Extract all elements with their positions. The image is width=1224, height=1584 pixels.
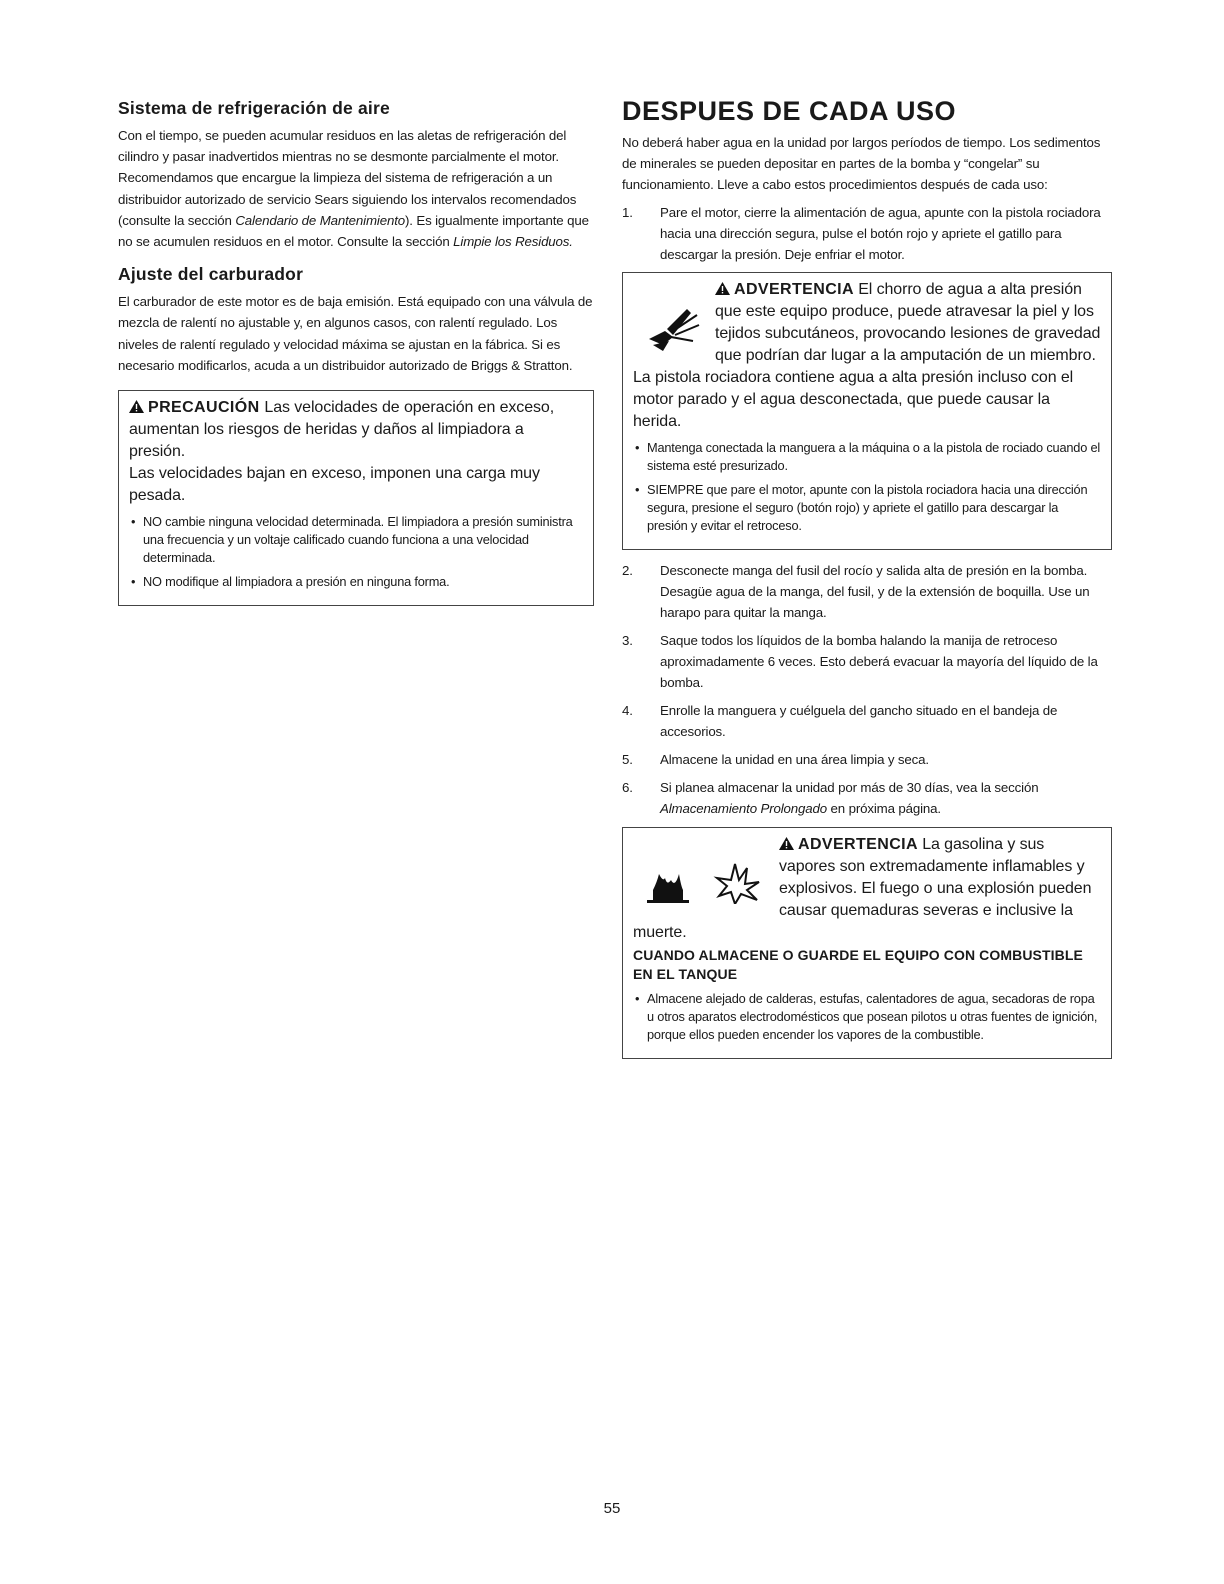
caution-signal: PRECAUCIÓN xyxy=(129,399,264,416)
caution-box xyxy=(118,390,594,606)
list-item: • NO cambie ninguna velocidad determinada. El limpiadora a presión suministra una frecuencia y un voltaje calificado cuando funciona a una velocidad determinada. xyxy=(129,513,583,567)
carburetor-heading: Ajuste del carburador xyxy=(118,264,304,285)
caution-bullets xyxy=(129,513,583,591)
warning-pressure-line2: La pistola rociadora contiene agua a alta presión incluso con el motor parado y el agua desconectada, que puede causar la herida. xyxy=(633,368,1074,430)
list-item: 1. Pare el motor, cierre la alimentación de agua, apunte con la pistola rociadora hacia una dirección segura, pulse el botón rojo y apriete el gatillo para descargar la presión. Deje enfriar el motor. xyxy=(622,204,1101,262)
intro-text: No deberá haber agua en la unidad por largos períodos de tiempo. Los sedimentos de minerales se pueden depositar en partes de la bomba y “congelar” su funcionamiento. Lleve a cabo estos procedimientos después de cada uso: xyxy=(622,135,1101,193)
list-item: 5. Almacene la unidad en una área limpia y seca. xyxy=(622,751,929,767)
warning-signal: ADVERTENCIA xyxy=(779,836,922,853)
warning-triangle-icon xyxy=(129,400,144,413)
fuel-storage-subheading: CUANDO ALMACENE O GUARDE EL EQUIPO CON COMBUSTIBLE EN EL TANQUE xyxy=(633,946,1083,982)
warning-box-pressure xyxy=(622,272,1112,550)
list-item: • Mantenga conectada la manguera a la máquina o a la pistola de rociado cuando el sistema esté presurizado. xyxy=(633,439,1101,475)
caution-line1: PRECAUCIÓN Las velocidades de operación en exceso, aumentan los riesgos de heridas y daños al limpiadora a presión. xyxy=(129,399,555,461)
warning-pressure-line1: ADVERTENCIA El chorro de agua a alta presión que este equipo produce, puede atravesar la piel y los tejidos subcutáneos, provocando lesiones de gravedad que podrían dar lugar a la amputación de un miembro. xyxy=(633,279,1101,367)
warning-fuel-bullets xyxy=(633,990,1101,1044)
carburetor-text: El carburador de este motor es de baja emisión. Está equipado con una válvula de mezcla de ralentí no ajustable y, en algunos casos, con ralentí regulado. Los niveles de ralentí regulado y velocidad máxima se ajustan en la fábrica. Si es necesario modificarlos, acuda a un distribuidor autorizado de Briggs & Stratton. xyxy=(118,294,593,373)
cooling-system-heading: Sistema de refrigeración de aire xyxy=(118,98,390,118)
warning-triangle-icon xyxy=(779,837,794,850)
cooling-system-text: Con el tiempo, se pueden acumular residuos en las aletas de refrigeración del cilindro y pasar inadvertidos mientras no se desmonte parcialmente el motor. Recomendamos que encargue la limpieza del sistema de refrigeración a un distribuidor autorizado de servicio Sears siguiendo los intervalos recomendados (consulte la sección Calendario de Mantenimiento). Es igualmente importante que no se acumulen residuos en el motor. Consulte la sección Limpie los Residuos. xyxy=(118,128,589,250)
page-number: 55 xyxy=(603,1500,621,1517)
page-title: DESPUES DE CADA USO xyxy=(622,96,957,126)
high-pressure-spray-icon xyxy=(643,301,705,357)
warning-signal: ADVERTENCIA xyxy=(715,281,858,298)
warning-box-fuel xyxy=(622,827,1112,1059)
list-item: 4. Enrolle la manguera y cuélguela del gancho situado en el bandeja de accesorios. xyxy=(622,702,1058,739)
warning-pressure-bullets xyxy=(633,439,1101,535)
list-item: • Almacene alejado de calderas, estufas, calentadores de agua, secadoras de ropa u otros aparatos electrodomésticos que posean pilotos u otras fuentes de ignición, porque ellos pueden encender los vapores de la combustible. xyxy=(633,990,1101,1044)
right-column xyxy=(622,96,1112,1059)
caution-line2: Las velocidades bajan en exceso, imponen una carga muy pesada. xyxy=(129,465,540,505)
steps-list-a xyxy=(622,202,1112,265)
list-item: 6. Si planea almacenar la unidad por más de 30 días, vea la sección Almacenamiento Prolongado en próxima página. xyxy=(622,779,1039,816)
list-item: 2. Desconecte manga del fusil del rocío y salida alta de presión en la bomba. Desagüe agua de la manga, del fusil, y de la extensión de boquilla. Use un harapo para quitar la manga. xyxy=(622,562,1090,620)
steps-list-b xyxy=(622,560,1112,819)
list-item: • NO modifique al limpiadora a presión en ninguna forma. xyxy=(129,573,583,591)
warning-fuel-line1: ADVERTENCIA La gasolina y sus vapores son extremadamente inflamables y explosivos. El fuego o una explosión pueden causar quemaduras severas e inclusive la muerte. xyxy=(633,835,1092,941)
fire-explosion-icon xyxy=(639,856,769,904)
list-item: • SIEMPRE que pare el motor, apunte con la pistola rociadora hacia una dirección segura, presione el seguro (botón rojo) y apriete el gatillo para descargar la presión y evitar el retroceso. xyxy=(633,481,1101,535)
left-column xyxy=(118,98,594,606)
list-item: 3. Saque todos los líquidos de la bomba halando la manija de retroceso aproximadamente 6 veces. Esto deberá evacuar la mayoría del líquido de la bomba. xyxy=(622,632,1098,690)
warning-triangle-icon xyxy=(715,282,730,295)
